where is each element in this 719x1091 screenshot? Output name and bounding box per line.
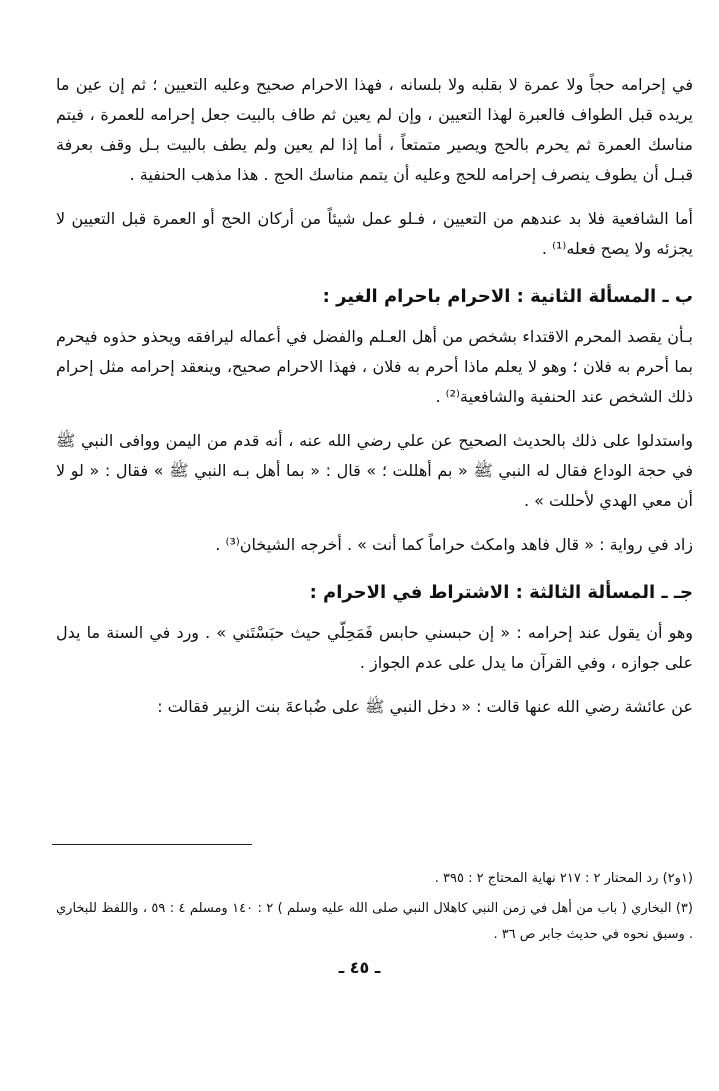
section-c-paragraph-2: عن عائشة رضي الله عنها قالت : « دخل النبي ﷺ على ضُباعةَ بنت الزبير فقالت :: [157, 697, 693, 716]
intro-paragraph-1: في إحرامه حجاً ولا عمرة لا بقلبه ولا بلسانه ، فهذا الاحرام صحيح وعليه التعيين ؛ ثم إن عين ما يريده قبل الطواف فالعبرة لهذا التعيين ، وإن لم يعين ثم طاف بالبيت جعل إحرامه للعمرة ، فيتم مناسك العمرة ثم يحرم بالحج ويصير متمتعاً ، أما إذا لم يعين ولم يطف بالبيت بـل وقف بعرفة قبـل أن يطوف ينصرف إحرامه للحج وعليه أن يتمم مناسك الحج . هذا مذهب الحنفية .: [56, 75, 693, 184]
intro-paragraph-2: أما الشافعية فلا بد عندهم من التعيين ، فـلو عمل شيئاً من أركان الحج أو العمرة قبل التعيين لا يجزئه ولا يصح فعله⁽¹⁾ .: [56, 209, 693, 258]
footnote-1-2: (١و٢) رد المحتار ٢ : ٢١٧ نهاية المحتاج ٢ : ٣٩٥ .: [434, 871, 693, 886]
page-number: ـ ٤٥ ـ: [338, 958, 381, 977]
section-c-heading: جـ ـ المسألة الثالثة : الاشتراط في الاحرام :: [309, 582, 693, 603]
footnote-separator: [52, 844, 252, 845]
page-body: [56, 70, 693, 722]
section-b-paragraph-2: واستدلوا على ذلك بالحديث الصحيح عن علي رضي الله عنه ، أنه قدم من اليمن ووافى النبي ﷺ في حجة الوداع فقال له النبي ﷺ « بم أهللت ؛ » قال : « بما أهل بـه النبي ﷺ » فقال : « لو لا أن معي الهدي لأحللت » .: [56, 431, 693, 510]
section-b-heading: ب ـ المسألة الثانية : الاحرام باحرام الغير :: [322, 286, 693, 307]
section-b-paragraph-1: بـأن يقصد المحرم الاقتداء بشخص من أهل العـلم والفضل في أعماله ليرافقه ويحذو حذوه فيحرم بما أحرم به فلان ؛ وهو لا يعلم ماذا أحرم به فلان ، فهذا الاحرام صحيح، وينعقد إحرامه مثل إحرام ذلك الشخص عند الحنفية والشافعية⁽²⁾ .: [56, 327, 693, 406]
section-c-paragraph-1: وهو أن يقول عند إحرامه : « إن حبسني حابس فَمَحِلّي حيث حبَسْتَني » . ورد في السنة ما يدل على جوازه ، وفي القرآن ما يدل على عدم الجواز .: [56, 623, 693, 672]
footnotes: [56, 866, 693, 952]
section-b-paragraph-3: زاد في رواية : « قال فاهد وامكث حراماً كما أنت » . أخرجه الشيخان⁽³⁾ .: [215, 535, 693, 554]
footnote-3: (٣) البخاري ( باب من أهل في زمن النبي كاهلال النبي صلى الله عليه وسلم ) ٢ : ١٤٠ ومسلم ٤ : ٥٩ ، واللفظ للبخاري . وسبق نحوه في حديث جابر ص ٣٦ .: [56, 901, 693, 942]
